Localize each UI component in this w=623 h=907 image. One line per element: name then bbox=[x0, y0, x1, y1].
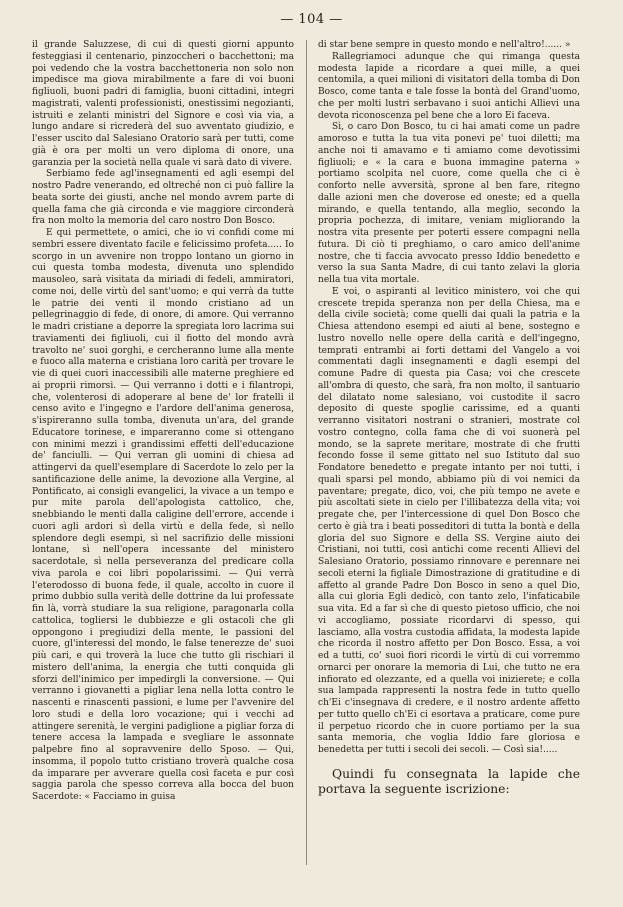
paragraph: Sì, o caro Don Bosco, tu ci hai amati come un padre amoroso e tutta la tua vita ponevi pe' tuoi diletti; ma anche noi ti amavamo e ti amiamo come devotissimi figliuoli; e « la cara e buona immagine paterna » portiamo scolpita nel cuore, come quella che ci è conforto nelle avversità, sprone al ben fare, ritegno dalle azioni men che doverose ed oneste; ed a quella mirando, e quella tentando, alla meglio, secondo la propria pochezza, di imitare, veniam migliorando la nostra vita presente per poterti essere compagni nella futura. Di ciò ti preghiamo, o caro amico dell'anime nostre, che ti faccia avvocato presso Iddio benedetto e verso la sua Santa Madre, di cui tanto zelavi la gloria nella tua vita mortale. bbox=[318, 122, 580, 285]
left-column bbox=[32, 40, 294, 907]
paragraph: di star bene sempre in questo mondo e nell'altro!...... » bbox=[318, 40, 571, 50]
column-divider bbox=[306, 40, 307, 865]
inscription-caption: Quindi fu consegnata la lapide che portava la seguente iscrizione: bbox=[318, 766, 580, 796]
page-number: — 104 — bbox=[280, 12, 343, 27]
paragraph: il grande Saluzzese, di cui di questi giorni appunto festeggiasi il centenario, pinzoccheri o bacchettoni; ma poi vedendo che la vostra bacchettoneria non solo non impedisce ma giova mirabilmente a fare di voi buoni figliuoli, buoni padri di famiglia, buoni cittadini, integri magistrati, valenti professionisti, onestissimi negozianti, istruiti e zelanti ministri del Signore e così via via, a lungo andare si ricrederà del suo avventato giudizio, e l'esser uscito dal Salesiano Oratorio sarà per tutti, come già è ora per molti un vero diploma di onore, una garanzia per la società nella quale vi sarà dato di vivere. bbox=[32, 40, 294, 168]
paragraph: Rallegriamoci adunque che qui rimanga questa modesta lapide a ricordare a quei mille, a quei centomila, a quei milioni di visitatori della tomba di Don Bosco, come tanta e tale fosse la bontà del Grand'uomo, che per molti lustri serbavano i suoi antichi Allievi una devota riconoscenza pel bene che a loro Ei faceva. bbox=[318, 51, 580, 121]
right-column bbox=[318, 40, 580, 907]
paragraph: E voi, o aspiranti al levitico ministero, voi che qui crescete trepida speranza non per della Chiesa, ma e della civile società; come quelli dai quali la patria e la Chiesa attendono esempi ed aiuti al bene, sostegno e lustro novello nelle opere della carità e dell'ingegno, temprati entrambi ai forti dettami del Vangelo a voi commentati dagli insegnamenti e dagli esempi del comune Padre di questa pia Casa; voi che crescete all'ombra di questo, che sarà, fra non molto, il santuario del dilatato nome salesiano, voi custodite il sacro deposito di queste spoglie carissime, ed a quanti verranno visitatori nostrani o stranieri, mostrate col vostro contegno, colla fama che di voi suonerà pel mondo, se la saprete meritare, mostrate di che frutti fecondo fosse il seme gittato nel suo Istituto dal suo Fondatore benedetto e pregate intanto per noi tutti, i quali sparsi pel mondo, abbiamo più di voi nemici da paventare; pregate, dico, voi, che più tempo ne avete e più ascoltati siete in cielo per l'illibatezza della vita; voi pregate che, per l'intercessione di quel Don Bosco che certo è già tra i beati posseditori di tutta la bontà e della gloria del suo Signore e della SS. Vergine aiuto dei Cristiani, noi tutti, così antichi come recenti Allievi del Salesiano Oratorio, possiamo rinnovare e perennare nei secoli eterni la figliale Dimostrazione di gratitudine e di affetto al grande Padre Don Bosco in seno a quel Dio, alla cui gloria Egli dedicò, con tanto zelo, l'infaticabile sua vita. Ed a far sì che di questo pietoso ufficio, che noi vi accogliamo, possiate ricordarvi di spesso, qui lasciamo, alla vostra custodia affidata, la modesta lapide che ricorda il nostro affetto per Don Bosco. Essa, a voi ed a tutti, co' suoi fiori ricordi le virtù di cui vorremmo ornarci per onorare la memoria di Lui, che tutto ne era infiorato ed olezzante, ed a quella voi inizierete; e colla sua lampada rappresenti la nostra fede in tutto quello ch'Ei c'insegnava di credere, e il nostro ardente affetto per tutto quello ch'Ei ci esortava a praticare, come pure il perpetuo ricordo che in cuore portiamo per la sua santa memoria, che voglia Iddio fare gloriosa e benedetta per tutti i secoli dei secoli. — Così sia!..... bbox=[318, 286, 580, 755]
paragraph: E qui permettete, o amici, che io vi confidi come mi sembri essere diventato facile e felicissimo profeta..... Io scorgo in un avvenire non troppo lontano un giorno in cui questa tomba modesta, divenuta uno splendido mausoleo, sarà visitata da miriadi di fedeli, ammiratori, come noi, delle virtù del sant'uomo; e qui verrà da tutte le patrie dei venti il mondo cristiano ad un pellegrinaggio di fede, di onore, di amore. Qui verranno le madri cristiane a deporre la spregiata loro lacrima sui traviamenti dei figliuoli, cui il fiotto del mondo avrà travolto ne' suoi gorghi, e cercheranno lume alla mente e fuoco alla materna e cristiana loro carità per trovare le vie di quei cuori inaccessibili alle materne preghiere ed ai proprii rimorsi. — Qui verranno i dotti e i filantropi, che, volenterosi di adoperare al bene de' lor fratelli il censo avito e l'ingegno e l'ardore dell'anima generosa, s'ispireranno sulla tomba, divenuta un'ara, del grande Educatore torinese, e impareranno come si ottengano con minimi mezzi i grandissimi effetti dell'educazione de' fanciulli. — Qui verran gli uomini di chiesa ad attingervi da quell'esemplare di Sacerdote lo zelo per la santificazione delle anime, la devozione alla Vergine, al Pontificato, ai consigli evangelici, la vivace a un tempo e pur mite parola dell'apologista cattolico, che, snebbiando le menti dalla caligine dell'errore, accende i cuori agli ardori sì della virtù e della fede, sì nello splendore degli esempi, sì nel sacrifizio delle missioni lontane, sì nell'opera incessante del ministero sacerdotale, sì nella perseveranza del predicare colla viva parola e coi libri popolarissimi. — Qui verrà l'eterodosso di buona fede, il quale, accolto in cuore il primo dubbio sulla verità delle dottrine da lui professate fin là, vorrà studiare la sua religione, paragonarla colla cattolica, togliersi le dubbiezze e gli ostacoli che gli oppongono i pregiudizi della mente, le passioni del cuore, gl'interessi del mondo, le false tenerezze de' suoi più cari, e qui troverà la luce che tutto gli rischiari il mistero dell'anima, la energia che tutti conquida gli sforzi dell'inimico per impedirgli la conversione. — Qui verranno i giovanetti a pigliar lena nella lotta contro le nascenti e rinascenti passioni, e lume per l'avvenire del loro studi e della loro vocazione; qui i vecchi ad attingere serenità, le vergini padiglione a pigliar forza di tenere accesa la lampada e svegliare le assonnate palpebre fino al sopravvenire dello Sposo. — Qui, insomma, il popolo tutto cristiano troverà qualche cosa da imparare per avverare quella così faceta e pur così saggia parola che spesso correva alla bocca del buon Sacerdote: « Facciamo in guisa bbox=[32, 228, 294, 802]
paragraph: Serbiamo fede agl'insegnamenti ed agli esempi del nostro Padre venerando, ed oltreché non ci può fallire la beata sorte dei giusti, anche nel mondo avrem parte di quella fama che già circonda e vie maggiore circonderà fra non molto la memoria del caro nostro Don Bosco. bbox=[32, 169, 294, 227]
